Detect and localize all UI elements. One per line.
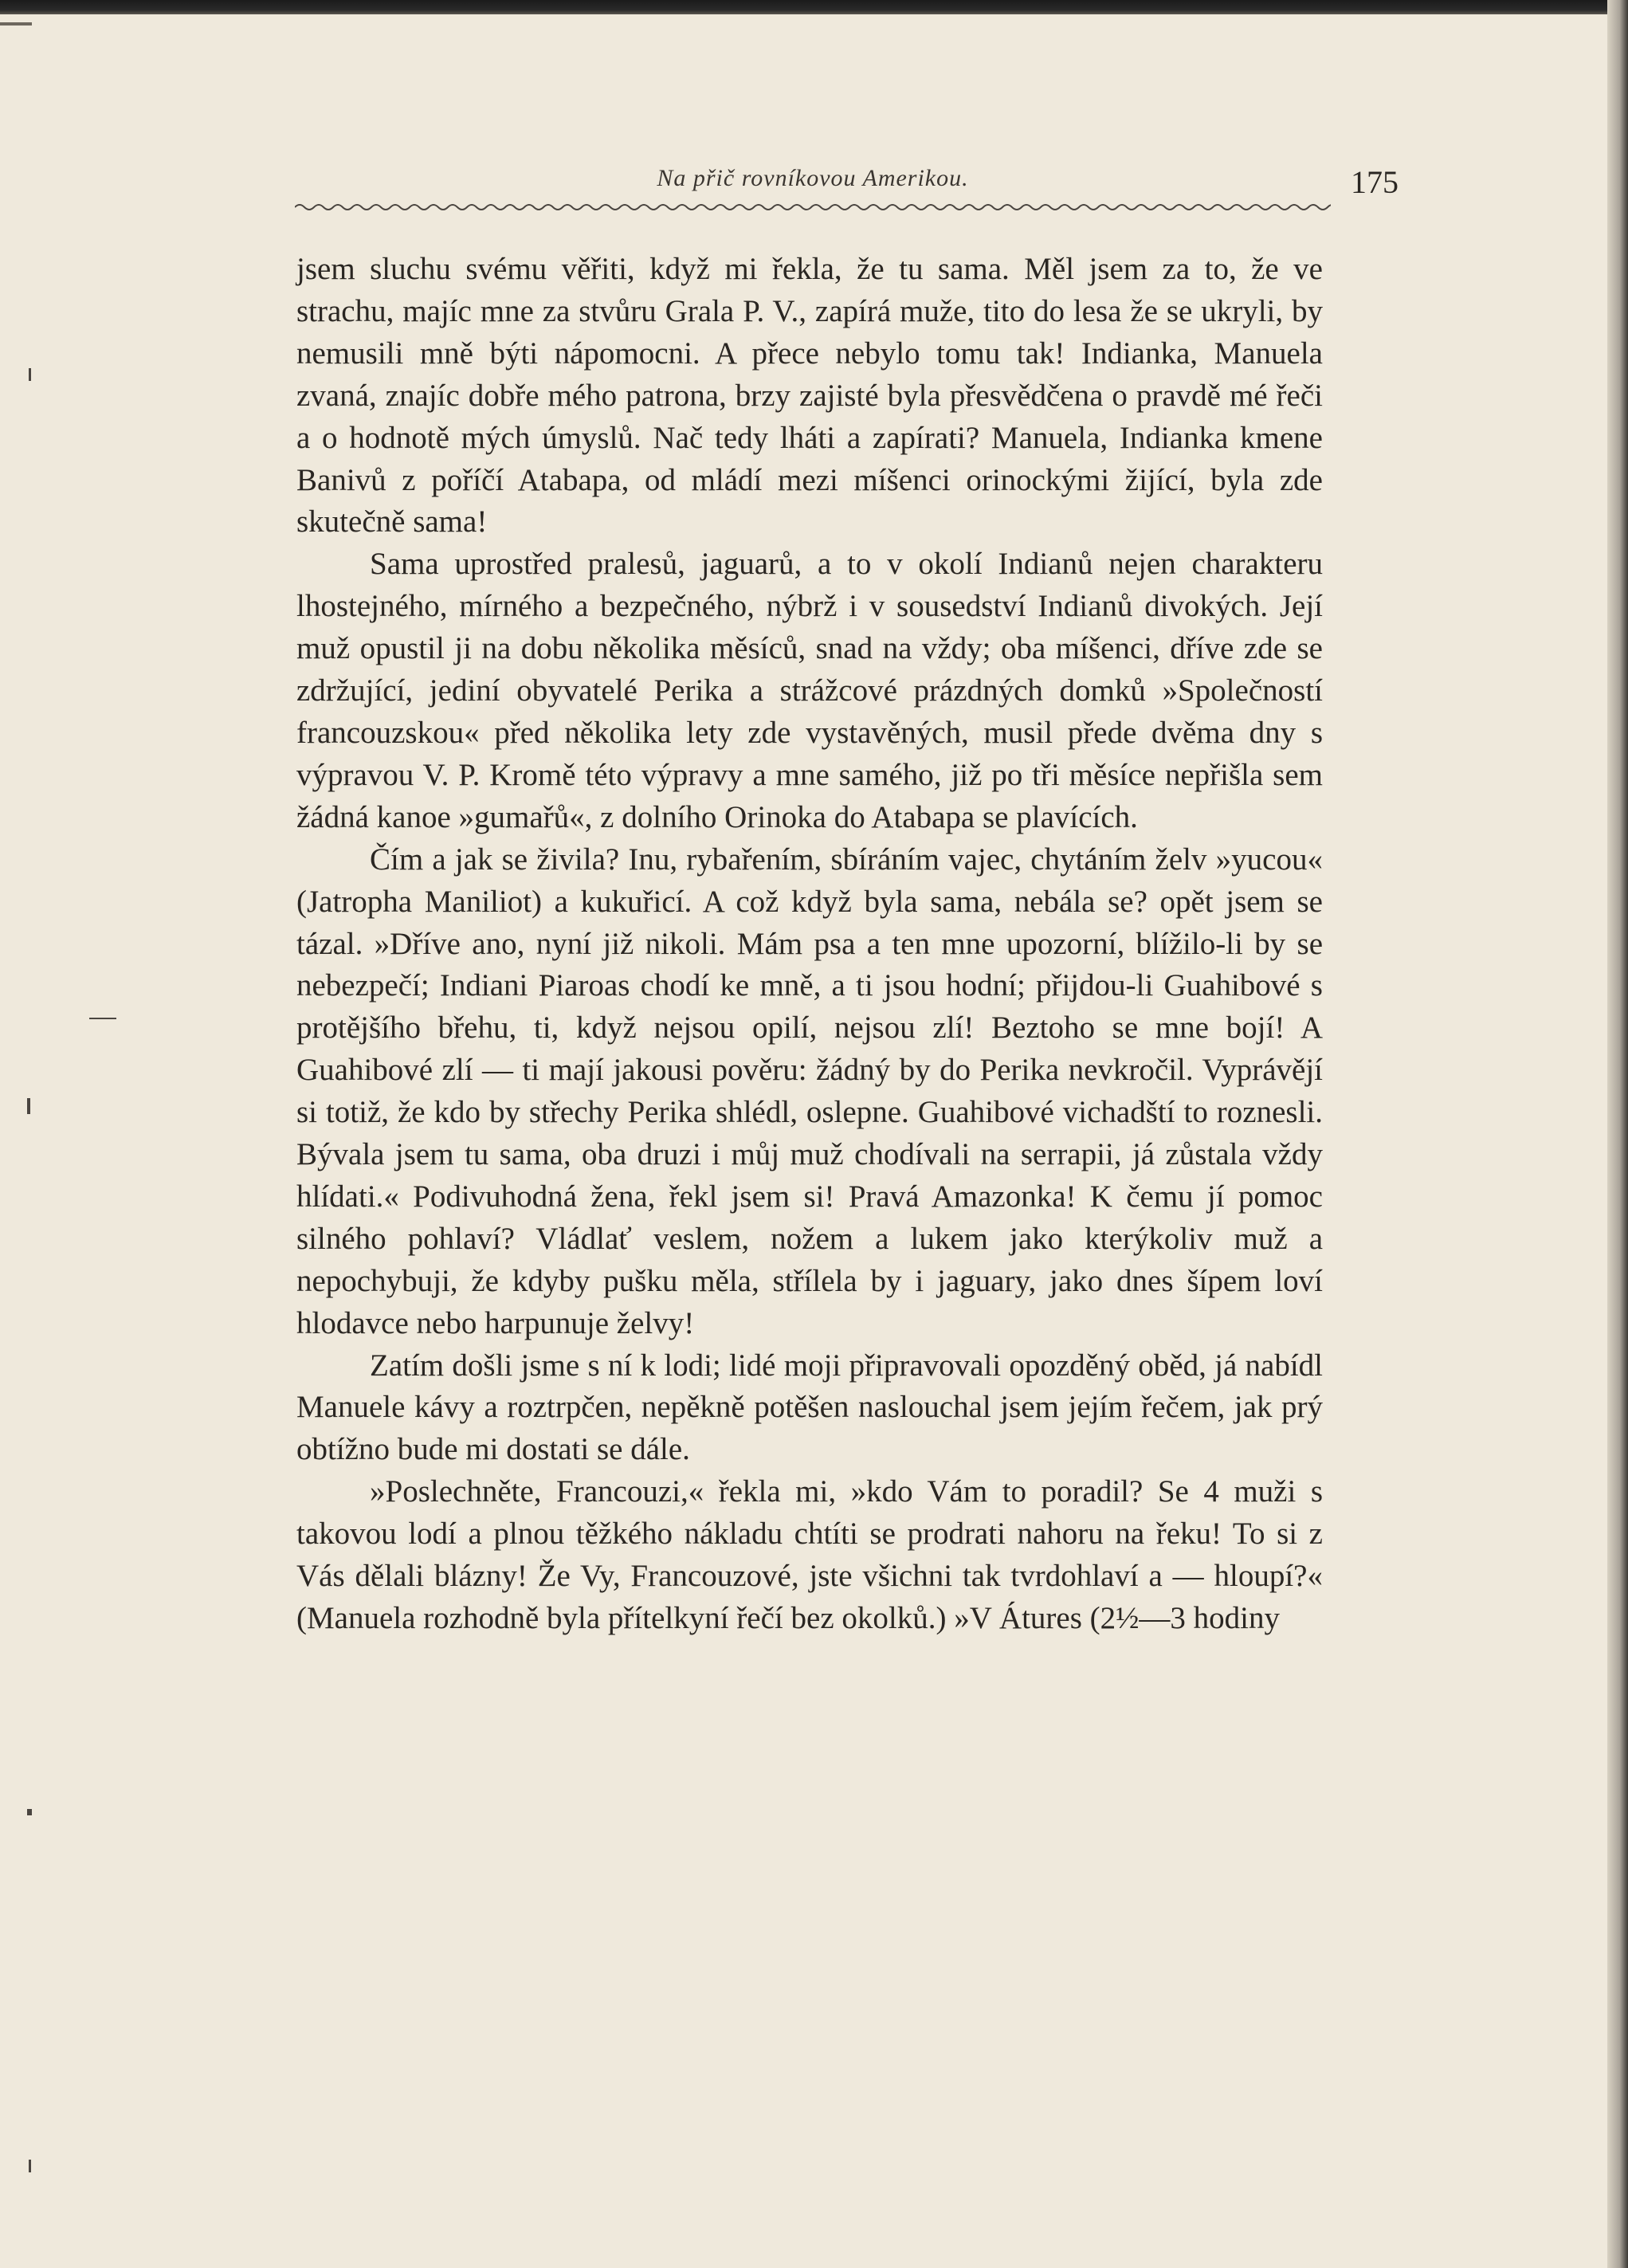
scan-top-edge (0, 0, 1628, 14)
paragraph: »Poslechněte, Francouzi,« řekla mi, »kdo Vám to poradil? Se 4 muži s takovou lodí a plnou těžkého nákladu chtíti se prodrati nahoru na řeku! To si z Vás dělali blázny! Že Vy, Francouzové, jste všichni tak tvrdohlaví a — hloupí?« (Manuela rozhodně byla přítelkyní řečí bez okolků.) »V Átures (2½—3 hodiny (296, 1474, 1323, 1635)
paragraph: Zatím došli jsme s ní k lodi; lidé moji připravovali opozděný oběd, já nabídl Manuele kávy a roztrpčen, nepěkně potěšen naslouchal jsem jejím řečem, jak prý obtížno bude mi dostati se dále. (296, 1348, 1323, 1467)
margin-speck (29, 368, 31, 381)
scan-right-edge (1607, 0, 1628, 2268)
margin-speck (29, 2160, 31, 2172)
running-title: Na přič rovníkovou Amerikou. (657, 165, 969, 191)
page-header (295, 163, 1406, 219)
paragraph: jsem sluchu svému věřiti, když mi řekla, že tu sama. Měl jsem za to, že ve strachu, majíc mne za stvůru Grala P. V., zapírá muže, tito do lesa že se ukryli, by nemusili mně býti nápomocni. A přece nebylo tomu tak! Indianka, Manuela zvaná, znajíc dobře mého patrona, brzy zajisté byla přesvědčena o pravdě mé řeči a o hodnotě mých úmyslů. Nač tedy lháti a zapírati? Manuela, Indianka kmene Banivů z poříčí Atabapa, od mládí mezi míšenci orinockými žijící, byla zde skutečně sama! (296, 252, 1323, 540)
paragraph: Sama uprostřed pralesů, jaguarů, a to v okolí Indianů nejen charakteru lhostejného, mírného a bezpečného, nýbrž i v sousedství Indianů divokých. Její muž opustil ji na dobu několika měsíců, snad na vždy; oba míšenci, dříve zde se zdržující, jediní obyvatelé Perika a strážcové prázdných domků »Společností francouzskou« před několika lety zde vystavěných, musil přede dvěma dny s výpravou V. P. Kromě této výpravy a mne samého, již po tři měsíce nepřišla sem žádná kanoe »gumařů«, z dolního Orinoka do Atabapa se plavících. (296, 547, 1323, 834)
paragraph: Čím a jak se živila? Inu, rybařením, sbíráním vajec, chytáním želv »yucou« (Jatropha Maniliot) a kukuřicí. A což když byla sama, nebála se? opět jsem se tázal. »Dříve ano, nyní již nikoli. Mám psa a ten mne upozorní, blížilo-li by se nebezpečí; Indiani Piaroas chodí ke mně, a ti jsou hodní; přijdou-li Guahibové s protějšího břehu, ti, když nejsou opilí, nejsou zlí! Beztoho se mne bojí! A Guahibové zlí — ti mají jakousi pověru: žádný by do Perika nevkročil. Vyprávějí si totiž, že kdo by střechy Perika shlédl, oslepne. Guahibové vichadští to roznesli. Bývala jsem tu sama, oba druzi i můj muž chodívali na serrapii, já zůstala vždy hlídati.« Podivuhodná žena, řekl jsem si! Pravá Amazonka! K čemu jí pomoc silného pohlaví? Vládlať veslem, nožem a lukem jako kterýkoliv muž a nepochybuji, že kdyby pušku měla, střílela by i jaguary, jako dnes šípem loví hlodavce nebo harpunuje želvy! (296, 842, 1323, 1340)
scan-left-mark (0, 22, 32, 26)
page-body (296, 249, 1323, 1640)
margin-speck (27, 1098, 30, 1114)
margin-speck (27, 1809, 32, 1815)
margin-speck (89, 1018, 116, 1019)
header-wavy-rule (295, 202, 1331, 213)
page-number: 175 (1351, 164, 1399, 200)
